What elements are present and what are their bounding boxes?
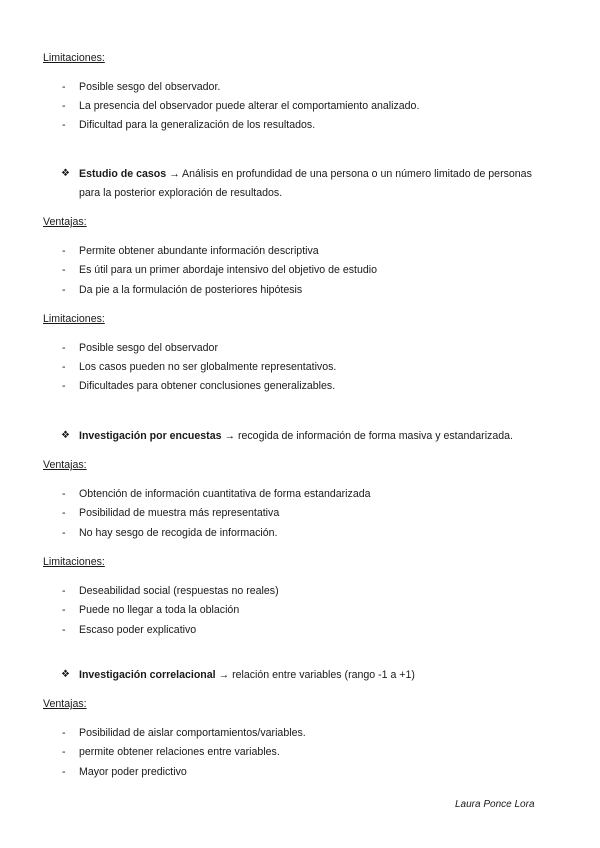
list-item: No hay sesgo de recogida de información.: [79, 527, 278, 539]
list-item: Obtención de información cuantitativa de forma estandarizada: [79, 488, 371, 500]
list-dash: -: [62, 342, 66, 354]
list-dash: -: [62, 746, 66, 758]
diamond-bullet-icon: ❖: [61, 168, 70, 179]
list-item: La presencia del observador puede alterar el comportamiento analizado.: [79, 100, 420, 112]
list-item: Puede no llegar a toda la oblación: [79, 604, 240, 616]
ventajas-heading: Ventajas:: [43, 216, 87, 228]
list-item: Deseabilidad social (respuestas no reales): [79, 585, 279, 597]
list-item: Posibilidad de muestra más representativa: [79, 507, 280, 519]
list-item: Posibilidad de aislar comportamientos/variables.: [79, 727, 306, 739]
section-title-rest: → relación entre variables (rango -1 a +1): [215, 669, 415, 681]
list-dash: -: [62, 81, 66, 93]
list-dash: -: [62, 527, 66, 539]
diamond-bullet-icon: ❖: [61, 669, 70, 680]
list-item: Mayor poder predictivo: [79, 766, 187, 778]
ventajas-heading: Ventajas:: [43, 698, 87, 710]
list-item: Escaso poder explicativo: [79, 624, 197, 636]
section-title-bold: Investigación por encuestas: [79, 430, 222, 442]
list-dash: -: [62, 361, 66, 373]
list-item: Dificultad para la generalización de los resultados.: [79, 119, 316, 131]
section-title-bold: Estudio de casos: [79, 168, 167, 180]
ventajas-heading: Ventajas:: [43, 459, 87, 471]
list-item: permite obtener relaciones entre variables.: [79, 746, 280, 758]
list-dash: -: [62, 264, 66, 276]
list-dash: -: [62, 507, 66, 519]
diamond-bullet-icon: ❖: [61, 430, 70, 441]
limitaciones-heading: Limitaciones:: [43, 313, 105, 325]
list-item: Da pie a la formulación de posteriores hipótesis: [79, 284, 303, 296]
list-item: Permite obtener abundante información descriptiva: [79, 245, 319, 257]
section-title-correlacional: [79, 669, 415, 681]
list-dash: -: [62, 585, 66, 597]
list-dash: -: [62, 245, 66, 257]
section-title-bold: Investigación correlacional: [79, 669, 216, 681]
limitaciones-heading: Limitaciones:: [43, 52, 105, 64]
section-title-rest: → Análisis en profundidad de una persona o un número limitado de personas: [166, 168, 532, 180]
list-dash: -: [62, 284, 66, 296]
list-dash: -: [62, 727, 66, 739]
list-dash: -: [62, 604, 66, 616]
list-item: Posible sesgo del observador: [79, 342, 218, 354]
list-dash: -: [62, 488, 66, 500]
list-item: Es útil para un primer abordaje intensivo del objetivo de estudio: [79, 264, 377, 276]
section-title-estudio-de-casos: [79, 168, 532, 180]
list-dash: -: [62, 380, 66, 392]
list-dash: -: [62, 624, 66, 636]
section-title-rest: → recogida de información de forma masiva y estandarizada.: [221, 430, 513, 442]
list-dash: -: [62, 119, 66, 131]
list-item: Los casos pueden no ser globalmente representativos.: [79, 361, 337, 373]
section-title-encuestas: [79, 430, 513, 442]
list-item: Posible sesgo del observador.: [79, 81, 221, 93]
footer-author: Laura Ponce Lora: [455, 799, 535, 810]
list-item: Dificultades para obtener conclusiones generalizables.: [79, 380, 336, 392]
limitaciones-heading: Limitaciones:: [43, 556, 105, 568]
list-dash: -: [62, 766, 66, 778]
section-title-continuation: para la posterior exploración de resultados.: [79, 187, 283, 199]
list-dash: -: [62, 100, 66, 112]
